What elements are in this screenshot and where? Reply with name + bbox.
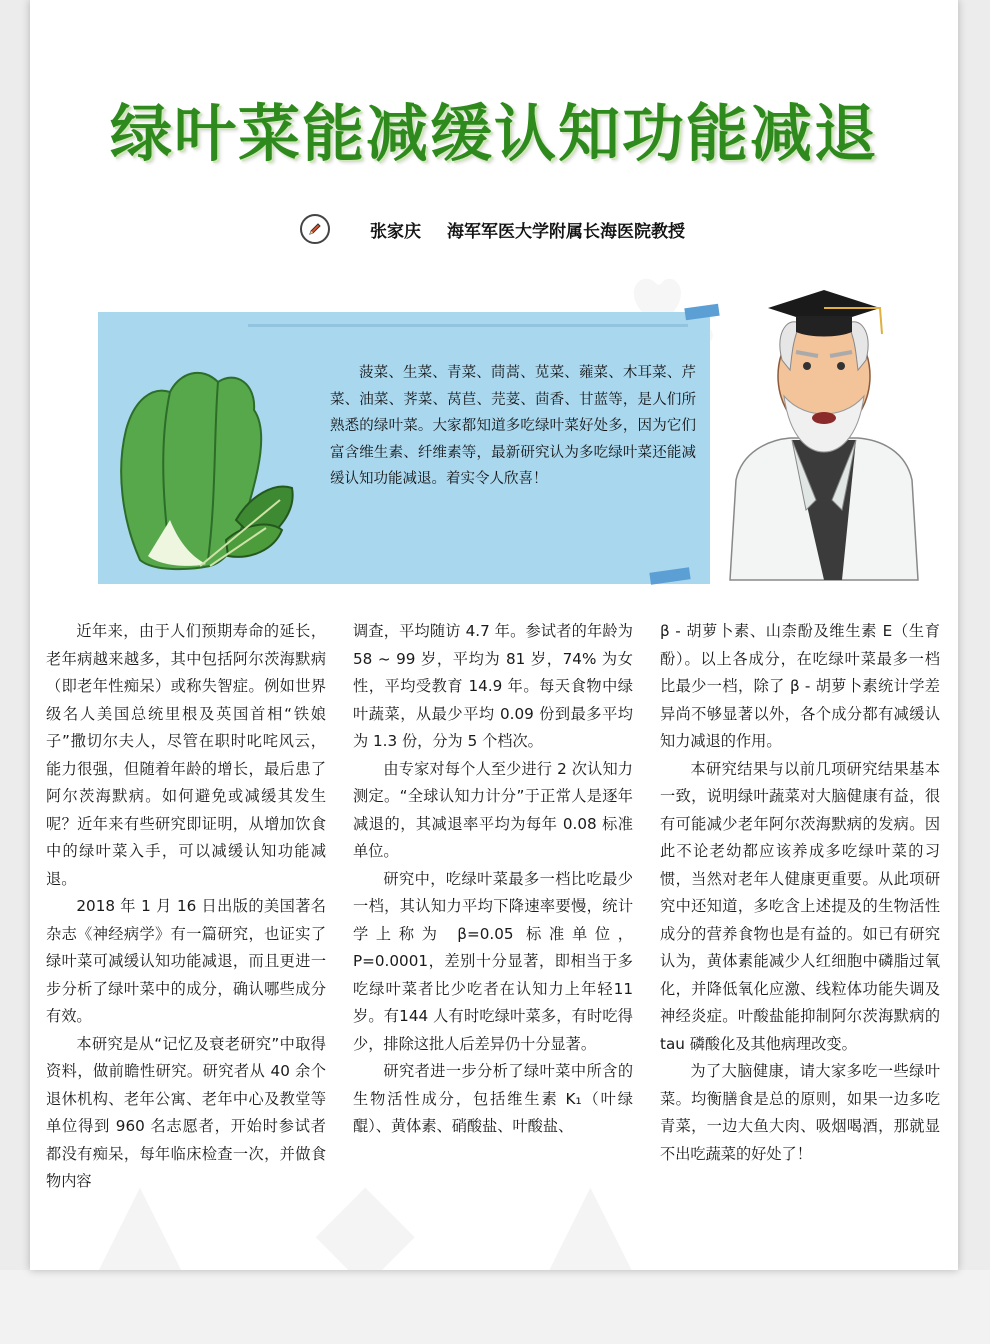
illustration-layer xyxy=(30,0,958,600)
paragraph: 本研究是从“记忆及衰老研究”中取得资料，做前瞻性研究。研究者从 40 余个退休机构、老年公寓、老年中心及教堂等单位得到 960 名志愿者，开始时参试者都没有痴呆，每年临床检查一次，并做食物内容 xyxy=(46,1034,326,1190)
paragraph: 研究者进一步分析了绿叶菜中所含的生物活性成分，包括维生素 K₁（叶绿醌）、黄体素、硝酸盐、叶酸盐、 xyxy=(353,1062,633,1135)
column-1 xyxy=(46,618,326,1196)
author-name: 张家庆 xyxy=(370,221,421,242)
paragraph: 本研究结果与以前几项研究结果基本一致，说明绿叶蔬菜对大脑健康有益，很有可能减少老年阿尔茨海默病的发病。因此不论老幼都应该养成多吃绿叶菜的习惯，当然对老年人健康更重要。从此项研究中还知道，多吃含上述提及的生物活性成分的营养食物也是有益的。如已有研究认为，黄体素能减少人红细胞中磷脂过氧化，并降低氧化应激、线粒体功能失调及神经炎症。叶酸盐能抑制阿尔茨海默病的tau 磷酸化及其他病理改变。 xyxy=(660,759,940,1053)
author-affiliation: 海军军医大学附属长海医院教授 xyxy=(447,221,685,242)
magazine-page xyxy=(30,0,958,1270)
paragraph: 近年来，由于人们预期寿命的延长，老年病越来越多，其中包括阿尔茨海默病（即老年性痴呆）或称失智症。例如世界级名人美国总统里根及英国首相“铁娘子”撒切尔夫人，尽管在职时叱咤风云，能力很强，但随着年龄的增长，最后患了阿尔茨海默病。如何避免或减缓其发生呢？近年来有些研究即证明，从增加饮食中的绿叶菜入手，可以减缓认知功能减退。 xyxy=(46,622,326,888)
professor-illustration xyxy=(730,290,918,580)
paragraph: 研究中，吃绿叶菜最多一档比吃最少一档，其认知力平均下降速率要慢，统计学上称为 β=0.05 标准单位，P=0.0001，差别十分显著，即相当于多吃绿叶菜者比少吃者在认知力上年轻11岁。有144 人有时吃绿叶菜多，有时吃得少，排除这批人后差异仍十分显著。 xyxy=(353,869,633,1053)
paragraph: 2018 年 1 月 16 日出版的美国著名杂志《神经病学》有一篇研究，也证实了绿叶菜可减缓认知功能减退，而且更进一步分析了绿叶菜中的成分，确认哪些成分有效。 xyxy=(46,897,326,1025)
article-body xyxy=(46,618,940,1196)
page-bottom-margin xyxy=(0,1270,990,1344)
lettuce-image xyxy=(121,373,292,569)
paragraph: β - 胡萝卜素、山柰酚及维生素 E（生育酚）。以上各成分，在吃绿叶菜最多一档比最少一档，除了 β - 胡萝卜素统计学差异尚不够显著以外，各个成分都有减缓认知力减退的作用。 xyxy=(660,622,940,750)
article-title: 绿叶菜能减缓认知功能减退 xyxy=(109,97,878,170)
paragraph: 为了大脑健康，请大家多吃一些绿叶菜。均衡膳食是总的原则，如果一边多吃青菜，一边大鱼大肉、吸烟喝酒，那就显不出吃蔬菜的好处了！ xyxy=(660,1062,940,1163)
paragraph: 调查，平均随访 4.7 年。参试者的年龄为 58 ~ 99 岁，平均为 81 岁，74% 为女性，平均受教育 14.9 年。每天食物中绿叶蔬菜，从最少平均 0.09 份到最多平均为 1.3 份，分为 5 个档次。 xyxy=(353,622,633,750)
intro-text: 菠菜、生菜、青菜、茼蒿、苋菜、蕹菜、木耳菜、芹菜、油菜、荠菜、莴苣、芫荽、茴香、甘蓝等，是人们所熟悉的绿叶菜。大家都知道多吃绿叶菜好处多，因为它们富含维生素、纤维素等，最新研究认为多吃绿叶菜还能减缓认知功能减退。着实令人欣喜！ xyxy=(330,365,696,487)
paragraph: 由专家对每个人至少进行 2 次认知力测定。“全球认知力计分”于正常人是逐年减退的，其减退率平均为每年 0.08 标准单位。 xyxy=(353,759,633,860)
column-3 xyxy=(660,618,940,1196)
column-2 xyxy=(353,618,633,1196)
